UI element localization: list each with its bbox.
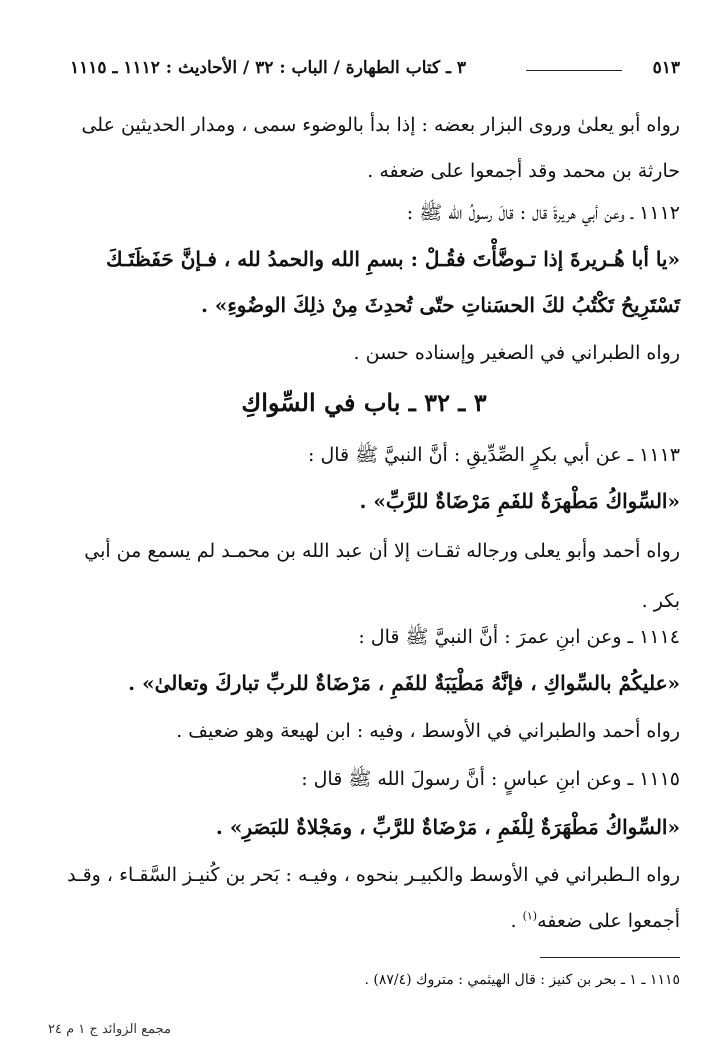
hadith-1115-source [64, 852, 680, 944]
footnote-ref: (١) [522, 909, 538, 923]
hadith-1115-source-end: . [510, 910, 523, 932]
hadith-1113-text: «السِّواكُ مَطْهرَةٌ للفَمِ مَرْضَاةٌ للرَّبِّ» . [359, 489, 680, 513]
page-number: ٥١٣ [652, 58, 680, 78]
paragraph-intro: رواه أبو يعلىٰ وروى البزار بعضه : إذا بدأ بالوضوء سمى ، ومدار الحديثين على حارثة بن محمد وقد أجمعوا على ضعفه . [81, 114, 680, 182]
hadith-1113-source: رواه أحمد وأبو يعلى ورجاله ثقـات إلا أن عبد الله بن محمـد لم يسمع من أبي بكر . [84, 540, 680, 612]
hadith-1114-text: «عليكُمْ بالسِّواكِ ، فإنَّهُ مَطْيَبَةٌ للفَمِ ، مَرْضَاةٌ للربِّ تباركَ وتعالىٰ» . [128, 671, 680, 695]
running-title: ٣ ـ كتاب الطهارة / الباب : ٣٢ / الأحاديث : ١١١٢ ـ ١١١٥ [70, 58, 467, 78]
hadith-1114-intro: ١١١٤ ـ وعن ابنِ عمرَ : أنَّ النبيَّ ﷺ قال : [358, 626, 680, 648]
hadith-1115-text: «السِّواكُ مَطْهَرَةٌ لِلْفَمِ ، مَرْضَاةٌ للرَّبِّ ، ومَجْلاةٌ للبَصَرِ» . [215, 815, 680, 839]
hadith-1115-intro: ١١١٥ ـ وعن ابنِ عباسٍ : أنَّ رسولَ الله ﷺ قال : [301, 768, 680, 790]
running-header [70, 58, 680, 88]
header-rule [526, 70, 622, 71]
hadith-1115-source-text: رواه الـطبراني في الأوسط والكبيـر بنحوه ، وفيـه : بَحر بن كُنيـز السَّقـاء ، وقـد أجمعوا على ضعفه [67, 864, 680, 932]
hadith-1112-intro: ١١١٢ ـ وعن أبي هريرةَ قال : قالَ رسولُ الله ﷺ : [406, 202, 680, 224]
hadith-1113-intro: ١١١٣ ـ عن أبي بكرٍ الصِّدِّيقِ : أنَّ النبيَّ ﷺ قال : [308, 444, 680, 466]
hadith-1112-source: رواه الطبراني في الصغير وإسناده حسن . [353, 342, 680, 364]
folio-signature: مجمع الزوائد ج ١ م ٢٤ [48, 1022, 171, 1037]
hadith-1112-text: «يا أبا هُـريرةَ إذا تـوضَّأْتَ فقُـلْ : بسمِ الله والحمدُ لله ، فـإنَّ حَفَظَتَـكَ تَسْتَرِيحُ تَكْتُبُ لكَ الحسَناتِ حتّى تُحدِثَ مِنْ ذلِكَ الوضُوءِ» . [106, 247, 680, 317]
footnote-rule [540, 957, 680, 958]
hadith-1114-source: رواه أحمد والطبراني في الأوسط ، وفيه : ابن لهيعة وهو ضعيف . [176, 720, 680, 742]
section-heading: ٣ ـ ٣٢ ـ باب في السِّواكِ [241, 388, 487, 417]
footnote: ١١١٥ ـ ١ ـ بحر بن كنيز : قال الهيثمي : متروك (٨٧/٤) . [364, 972, 680, 988]
